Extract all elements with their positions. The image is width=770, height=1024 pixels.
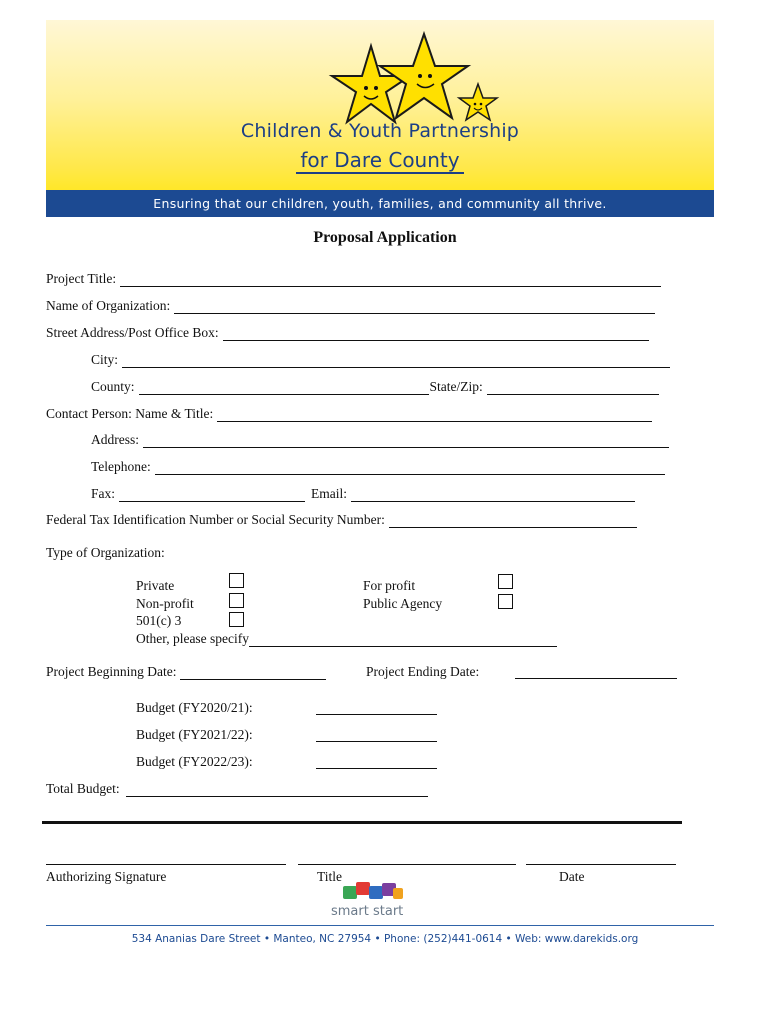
- footer-address: 534 Ananias Dare Street • Manteo, NC 27954 • Phone: (252)441-0614 • Web: www.darekids.org: [131, 933, 639, 945]
- fax-email-row: [91, 486, 635, 502]
- budget-fy3-field[interactable]: [316, 754, 437, 769]
- street-field[interactable]: [223, 326, 649, 341]
- org-name-line2: for Dare County: [46, 148, 714, 172]
- fax-field[interactable]: [119, 487, 305, 502]
- tax-id-label: Federal Tax Identification Number or Social Security Number:: [46, 512, 385, 527]
- org-name-label: Name of Organization:: [46, 298, 171, 313]
- budget-fy2-field[interactable]: [316, 727, 437, 742]
- contact-row: [46, 406, 652, 422]
- project-title-field[interactable]: [120, 272, 661, 287]
- telephone-field[interactable]: [155, 460, 665, 475]
- address-label: Address:: [91, 432, 139, 447]
- state-zip-label: State/Zip:: [429, 379, 483, 394]
- org-name-line1: Children & Youth Partnership: [240, 120, 520, 142]
- tax-id-field[interactable]: [389, 513, 637, 528]
- budget-fy1-label: Budget (FY2020/21):: [136, 700, 253, 715]
- email-label: Email:: [311, 486, 348, 501]
- footer-rule: [46, 925, 714, 926]
- total-budget-label: Total Budget:: [46, 781, 120, 796]
- end-date-field[interactable]: [515, 664, 677, 679]
- project-title-row: [46, 271, 661, 287]
- c3-label: 501(c) 3: [136, 613, 182, 628]
- private-checkbox[interactable]: [229, 573, 244, 588]
- date-line[interactable]: [526, 864, 676, 865]
- tagline-bar: Ensuring that our children, youth, families, and community all thrive.: [46, 190, 714, 217]
- project-title-label: Project Title:: [46, 271, 117, 286]
- forprofit-checkbox[interactable]: [498, 574, 513, 589]
- total-budget-row: [46, 781, 428, 797]
- c3-checkbox[interactable]: [229, 612, 244, 627]
- title-label: Title: [317, 869, 343, 884]
- other-row: [136, 631, 557, 647]
- end-date-label: Project Ending Date:: [366, 664, 480, 679]
- city-label: City:: [91, 352, 119, 367]
- fax-label: Fax:: [91, 486, 116, 501]
- begin-date-field[interactable]: [180, 665, 326, 680]
- budget-fy3-label: Budget (FY2022/23):: [136, 754, 253, 769]
- title-line[interactable]: [298, 864, 516, 865]
- address-field[interactable]: [143, 433, 669, 448]
- form-title: Proposal Application: [313, 229, 457, 246]
- smart-start-text: smart start: [331, 904, 404, 919]
- private-label: Private: [136, 578, 175, 593]
- tax-id-row: [46, 512, 637, 528]
- budget-fy1-row: [312, 700, 437, 715]
- address-row: [91, 432, 669, 448]
- other-label: Other, please specify: [136, 631, 250, 646]
- nonprofit-label: Non-profit: [136, 596, 194, 611]
- section-divider: [42, 821, 682, 824]
- begin-date-row: [46, 664, 326, 680]
- org-type-label: Type of Organization:: [46, 545, 165, 560]
- street-row: [46, 325, 649, 341]
- smart-start-blocks-icon: [327, 880, 417, 904]
- nonprofit-checkbox[interactable]: [229, 593, 244, 608]
- public-agency-label: Public Agency: [363, 596, 443, 611]
- budget-fy3-row: [312, 754, 437, 769]
- email-field[interactable]: [351, 487, 635, 502]
- county-label: County:: [91, 379, 135, 394]
- city-field[interactable]: [122, 353, 670, 368]
- org-name-field[interactable]: [174, 299, 655, 314]
- forprofit-label: For profit: [363, 578, 416, 593]
- city-row: [91, 352, 670, 368]
- end-date-row: [511, 664, 677, 679]
- org-name-row: [46, 298, 655, 314]
- budget-fy1-field[interactable]: [316, 700, 437, 715]
- header-banner: [46, 20, 714, 217]
- smart-start-logo: [327, 880, 417, 920]
- contact-field[interactable]: [217, 407, 652, 422]
- telephone-label: Telephone:: [91, 459, 151, 474]
- street-label: Street Address/Post Office Box:: [46, 325, 219, 340]
- contact-label: Contact Person: Name & Title:: [46, 406, 214, 421]
- telephone-row: [91, 459, 665, 475]
- budget-fy2-row: [312, 727, 437, 742]
- budget-fy2-label: Budget (FY2021/22):: [136, 727, 253, 742]
- public-agency-checkbox[interactable]: [498, 594, 513, 609]
- county-field[interactable]: [139, 380, 429, 395]
- signature-label: Authorizing Signature: [46, 869, 167, 884]
- state-zip-field[interactable]: [487, 380, 659, 395]
- date-label: Date: [559, 869, 585, 884]
- other-field[interactable]: [249, 632, 557, 647]
- total-budget-field[interactable]: [126, 782, 428, 797]
- signature-line[interactable]: [46, 864, 286, 865]
- begin-date-label: Project Beginning Date:: [46, 664, 177, 679]
- county-row: [91, 379, 659, 395]
